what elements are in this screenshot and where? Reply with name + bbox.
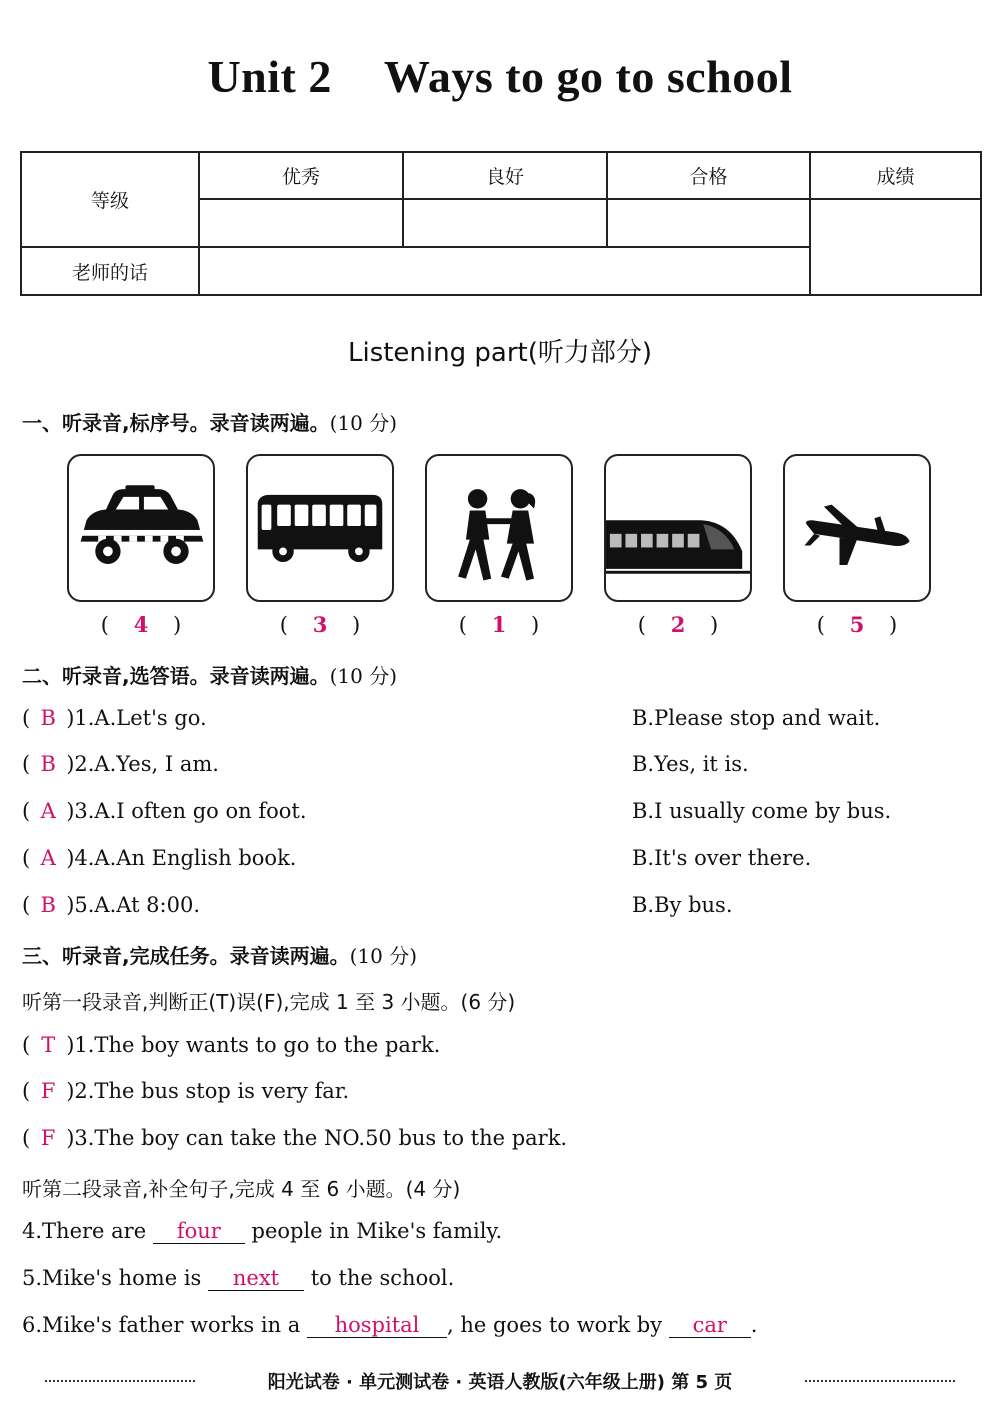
walking-picture <box>425 454 573 602</box>
section1-heading <box>22 407 397 436</box>
answer-value: A <box>40 846 56 870</box>
train-icon <box>606 456 750 600</box>
tf-item-2: ( F )2.The bus stop is very far. <box>22 1079 350 1103</box>
answer-value: B <box>40 752 56 776</box>
level-label: 等级 <box>21 152 199 247</box>
section2-points: (10 分) <box>329 664 398 688</box>
fill-item-4 <box>22 1219 502 1244</box>
section3-heading <box>22 940 417 969</box>
answer-value: T <box>41 1033 56 1057</box>
grade-table <box>20 151 982 296</box>
cell-good[interactable] <box>403 199 607 247</box>
option-a: )4.A.An English book. <box>66 846 297 870</box>
footer-divider-left <box>45 1380 195 1382</box>
section2-heading <box>22 660 397 689</box>
unit-topic: Ways to go to school <box>383 51 793 102</box>
s2-item-5-b: B.By bus. <box>632 893 733 917</box>
answer-value: F <box>40 1126 56 1150</box>
cell-excellent[interactable] <box>199 199 403 247</box>
teacher-comment-cell[interactable] <box>199 247 810 295</box>
sentence-end: to the school. <box>310 1266 455 1290</box>
unit-number: Unit 2 <box>207 51 332 102</box>
answer-taxi: ( 4 ) <box>100 612 182 637</box>
sentence-end: people in Mike's family. <box>251 1219 503 1243</box>
option-a: )3.A.I often go on foot. <box>66 799 307 823</box>
answer-value: 2 <box>670 612 686 637</box>
plane-icon <box>785 456 929 600</box>
footer-text: 阳光试卷 · 单元测试卷 · 英语人教版(六年级上册) 第 5 页 <box>267 1372 733 1393</box>
sentence-start: 5.Mike's home is <box>22 1266 202 1290</box>
sentence-start: 6.Mike's father works in a <box>22 1313 301 1337</box>
answer-plane: ( 5 ) <box>816 612 898 637</box>
s2-item-3-b: B.I usually come by bus. <box>632 799 892 823</box>
sentence-middle: , he goes to work by <box>447 1313 663 1337</box>
answer-train: ( 2 ) <box>637 612 719 637</box>
blank-hospital[interactable]: hospital <box>307 1314 447 1338</box>
s2-item-1: ( B )1.A.Let's go. <box>22 706 207 730</box>
s2-item-1-b: B.Please stop and wait. <box>632 706 881 730</box>
s2-item-2-b: B.Yes, it is. <box>632 752 749 776</box>
listening-heading: Listening part(听力部分) <box>347 338 652 368</box>
answer-value: 3 <box>312 612 328 637</box>
tf-item-1: ( T )1.The boy wants to go to the park. <box>22 1033 441 1057</box>
answer-value: B <box>40 893 56 917</box>
section2-title: 二、听录音,选答语。录音读两遍。 <box>22 664 330 688</box>
s2-item-5: ( B )5.A.At 8:00. <box>22 893 201 917</box>
option-a: )1.A.Let's go. <box>66 706 207 730</box>
s2-item-2: ( B )2.A.Yes, I am. <box>22 752 219 776</box>
answer-value: B <box>40 706 56 730</box>
answer-value: A <box>40 799 56 823</box>
page-title <box>0 50 1000 103</box>
col-excellent: 优秀 <box>199 152 403 199</box>
col-pass: 合格 <box>607 152 810 199</box>
s2-item-3: ( A )3.A.I often go on foot. <box>22 799 307 823</box>
section1-title: 一、听录音,标序号。录音读两遍。 <box>22 411 330 435</box>
answer-value: 1 <box>491 612 507 637</box>
answer-value: 4 <box>133 612 149 637</box>
sentence-start: 4.There are <box>22 1219 147 1243</box>
col-good: 良好 <box>403 152 607 199</box>
fill-item-6 <box>22 1313 757 1338</box>
section3-points: (10 分) <box>349 944 418 968</box>
taxi-picture <box>67 454 215 602</box>
walking-kids-icon <box>427 456 571 600</box>
cell-score[interactable] <box>810 199 981 295</box>
footer-divider-right <box>805 1380 955 1382</box>
statement-text: )1.The boy wants to go to the park. <box>66 1033 441 1057</box>
section1-points: (10 分) <box>329 411 398 435</box>
answer-value: 5 <box>849 612 865 637</box>
statement-text: )2.The bus stop is very far. <box>66 1079 350 1103</box>
fill-item-5 <box>22 1266 454 1291</box>
answer-bus: ( 3 ) <box>279 612 361 637</box>
bus-icon <box>248 456 392 600</box>
answer-value: F <box>40 1079 56 1103</box>
taxi-icon <box>69 456 213 600</box>
tf-item-3: ( F )3.The boy can take the NO.50 bus to the park. <box>22 1126 568 1150</box>
part2-instructions: 听第二段录音,补全句子,完成 4 至 6 小题。(4 分) <box>22 1177 461 1201</box>
blank-four[interactable]: four <box>153 1220 245 1244</box>
blank-next[interactable]: next <box>208 1267 304 1291</box>
plane-picture <box>783 454 931 602</box>
section3-title: 三、听录音,完成任务。录音读两遍。 <box>22 944 350 968</box>
s2-item-4: ( A )4.A.An English book. <box>22 846 297 870</box>
sentence-end: . <box>750 1313 758 1337</box>
option-a: )5.A.At 8:00. <box>66 893 201 917</box>
train-picture <box>604 454 752 602</box>
answer-walking: ( 1 ) <box>458 612 540 637</box>
teacher-label: 老师的话 <box>21 247 199 295</box>
bus-picture <box>246 454 394 602</box>
statement-text: )3.The boy can take the NO.50 bus to the park. <box>66 1126 568 1150</box>
col-score: 成绩 <box>810 152 981 199</box>
cell-pass[interactable] <box>607 199 810 247</box>
s2-item-4-b: B.It's over there. <box>632 846 812 870</box>
blank-car[interactable]: car <box>669 1314 751 1338</box>
option-a: )2.A.Yes, I am. <box>66 752 219 776</box>
part1-instructions: 听第一段录音,判断正(T)误(F),完成 1 至 3 小题。(6 分) <box>22 990 516 1014</box>
